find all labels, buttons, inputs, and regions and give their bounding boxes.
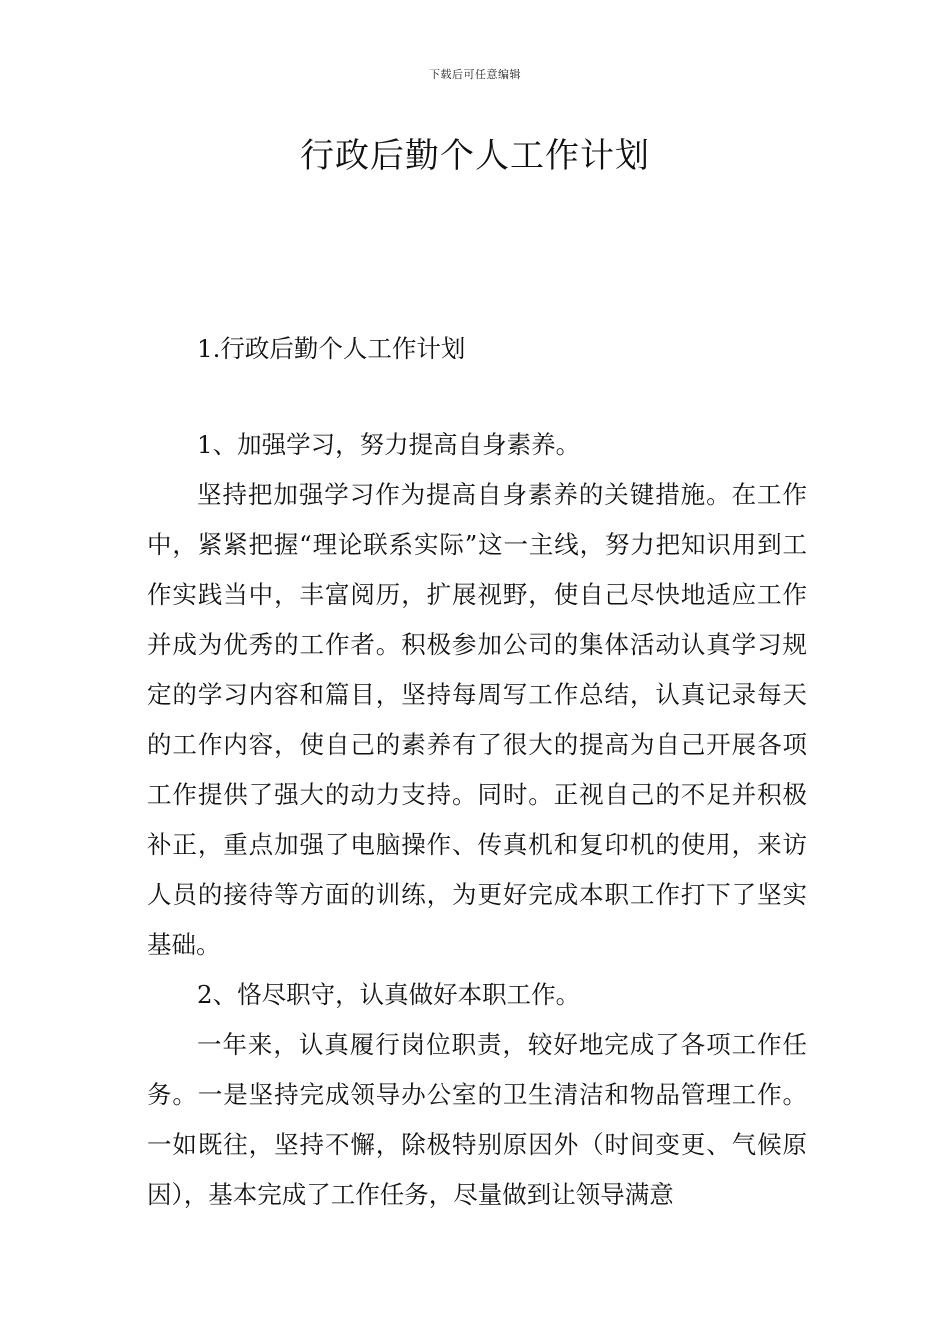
heading-1: 1、加强学习，努力提高自身素养。 (197, 430, 581, 459)
paragraph-2: 一年来，认真履行岗位职责，较好地完成了各项工作任务。一是坚持完成领导办公室的卫生清洁和物品管理工作。一如既往，坚持不懈，除极特别原因外（时间变更、气候原因），基本完成了工作任务，尽量做到让领导满意 (147, 1030, 807, 1209)
document-title: 行政后勤个人工作计划 (300, 136, 650, 176)
document-body (147, 324, 807, 1220)
header-note: 下载后可任意编辑 (429, 68, 521, 81)
paragraph-1: 坚持把加强学习作为提高自身素养的关键措施。在工作中，紧紧把握“理论联系实际”这一主线，努力把知识用到工作实践当中，丰富阅历，扩展视野，使自己尽快地适应工作并成为优秀的工作者。积极参加公司的集体活动认真学习规定的学习内容和篇目，坚持每周写工作总结，认真记录每天的工作内容，使自己的素养有了很大的提高为自己开展各项工作提供了强大的动力支持。同时。正视自己的不足并积极补正，重点加强了电脑操作、传真机和复印机的使用，来访人员的接待等方面的训练，为更好完成本职工作打下了坚实基础。 (147, 480, 807, 959)
spacer (147, 374, 807, 420)
heading-2: 2、恪尽职守，认真做好本职工作。 (197, 980, 581, 1009)
section-title: 1.行政后勤个人工作计划 (197, 334, 466, 363)
